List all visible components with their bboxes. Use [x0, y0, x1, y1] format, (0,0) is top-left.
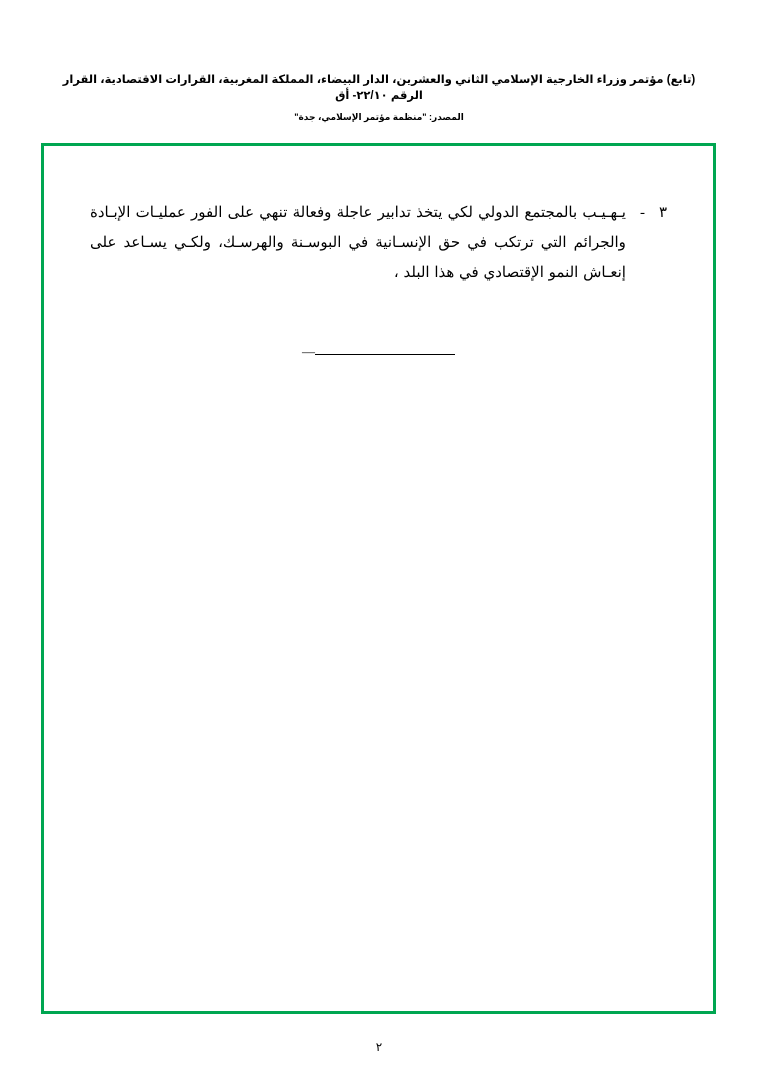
- paragraph-number: ٣: [658, 205, 667, 221]
- header-title-line: (تابع) مؤتمر وزراء الخارجية الإسلامي الثاني والعشرين، الدار البيضاء، المملكة المغربية، القرارات الاقتصادية، القرار الرقم ٢٢/١٠- أق: [62, 74, 696, 102]
- numbered-paragraph: [90, 198, 667, 288]
- paragraph-text: يـهـيـب بالمجتمع الدولي لكي يتخذ تدابير عاجلة وفعالة تنهي على الفور عمليـات الإبـادة والجرائم التي ترتكب في حق الإنسـانية في البوسـنة والهرسـك، ولكـي يسـاعد على إنعـاش النمو الإقتصادي في هذا البلد ،: [90, 205, 626, 281]
- green-content-frame: [41, 143, 716, 1014]
- page-number: ٢: [375, 1040, 383, 1054]
- section-separator: [44, 344, 713, 363]
- paragraph-dash: -: [639, 205, 645, 221]
- separator-rule: [315, 354, 455, 355]
- footer: [0, 1040, 758, 1055]
- header-source-line: المصدر: "منظمة مؤتمر الإسلامي، جدة": [294, 112, 464, 122]
- separator-dash-icon: —: [302, 344, 314, 359]
- document-header: [0, 72, 758, 124]
